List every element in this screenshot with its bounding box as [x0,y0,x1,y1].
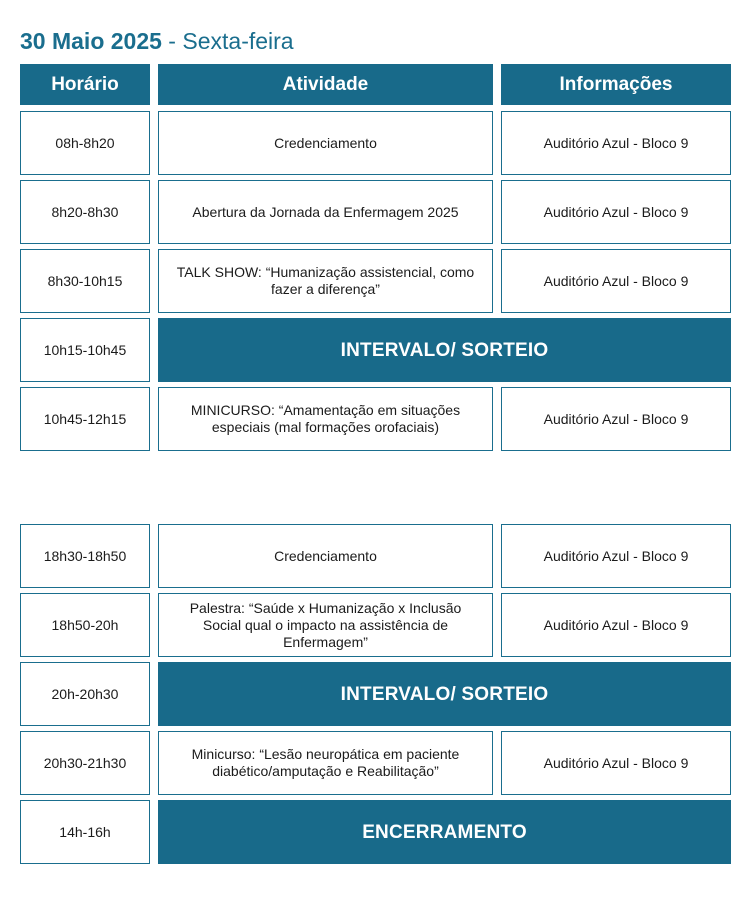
banner-cell: INTERVALO/ SORTEIO [158,662,731,726]
info-cell: Auditório Azul - Bloco 9 [501,524,731,588]
info-cell: Auditório Azul - Bloco 9 [501,249,731,313]
time-cell: 14h-16h [20,800,150,864]
date-separator: - [161,28,183,54]
schedule-row [20,800,731,864]
time-cell: 20h30-21h30 [20,731,150,795]
activity-cell: TALK SHOW: “Humanização assistencial, como fazer a diferença” [158,249,493,313]
time-cell: 8h20-8h30 [20,180,150,244]
schedule-row [20,524,731,588]
evening-schedule [20,524,731,869]
time-cell: 10h45-12h15 [20,387,150,451]
schedule-row [20,731,731,795]
activity-cell: MINICURSO: “Amamentação em situações especiais (mal formações orofaciais) [158,387,493,451]
time-cell: 18h30-18h50 [20,524,150,588]
schedule-row [20,662,731,726]
activity-cell: Credenciamento [158,111,493,175]
event-weekday: Sexta-feira [182,28,294,54]
info-cell: Auditório Azul - Bloco 9 [501,111,731,175]
schedule-row [20,180,731,244]
time-cell: 8h30-10h15 [20,249,150,313]
info-cell: Auditório Azul - Bloco 9 [501,180,731,244]
schedule-row [20,387,731,451]
column-header-info: Informações [501,64,731,105]
schedule-row [20,111,731,175]
morning-schedule [20,111,731,456]
event-date: 30 Maio 2025 [20,28,162,54]
time-cell: 20h-20h30 [20,662,150,726]
schedule-row [20,318,731,382]
info-cell: Auditório Azul - Bloco 9 [501,387,731,451]
info-cell: Auditório Azul - Bloco 9 [501,593,731,657]
time-cell: 08h-8h20 [20,111,150,175]
schedule-row [20,593,731,657]
column-header-activity: Atividade [158,64,493,105]
activity-cell: Credenciamento [158,524,493,588]
banner-cell: ENCERRAMENTO [158,800,731,864]
time-cell: 18h50-20h [20,593,150,657]
activity-cell: Minicurso: “Lesão neuropática em paciente diabético/amputação e Reabilitação” [158,731,493,795]
activity-cell: Palestra: “Saúde x Humanização x Inclusão Social qual o impacto na assistência de Enfermagem” [158,593,493,657]
activity-cell: Abertura da Jornada da Enfermagem 2025 [158,180,493,244]
schedule-header [20,64,731,105]
info-cell: Auditório Azul - Bloco 9 [501,731,731,795]
column-header-time: Horário [20,64,150,105]
page-title [20,26,294,56]
schedule-row [20,249,731,313]
time-cell: 10h15-10h45 [20,318,150,382]
banner-cell: INTERVALO/ SORTEIO [158,318,731,382]
